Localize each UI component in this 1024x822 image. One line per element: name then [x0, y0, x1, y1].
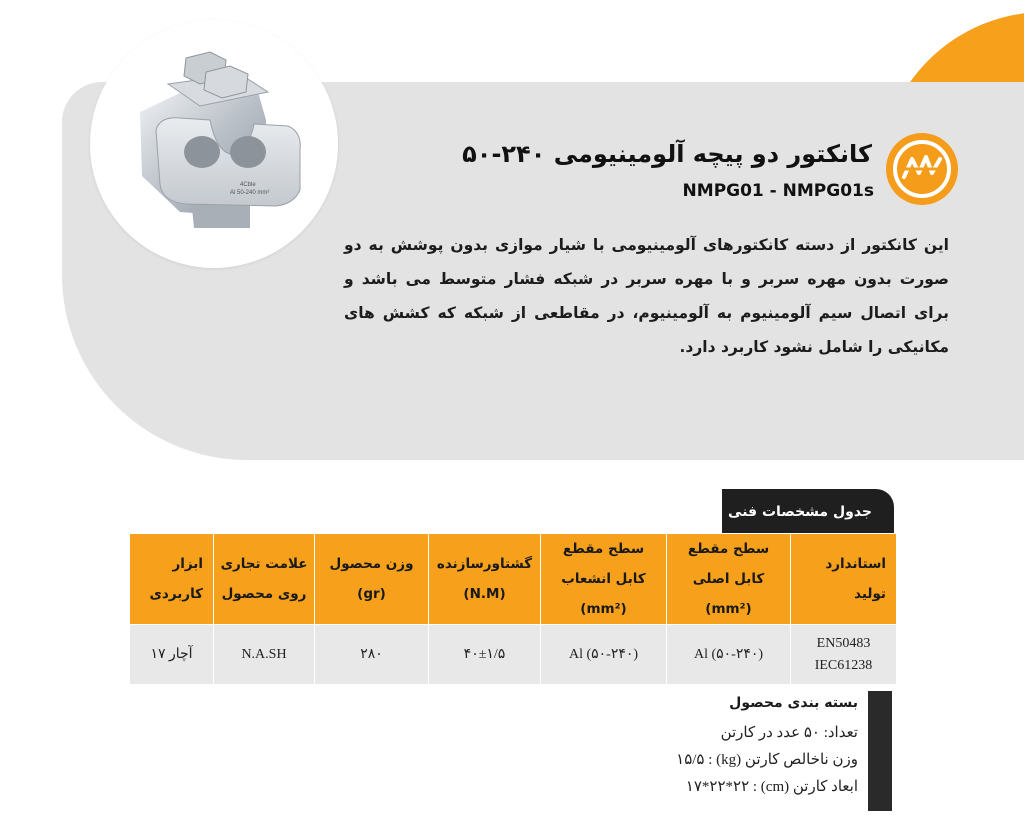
header-standard: استاندارد تولید — [791, 534, 897, 625]
packaging-dimensions: ابعاد کارتن (cm) : ۱۷*۲۲*۲۲ — [685, 779, 858, 795]
cell-standard — [791, 625, 897, 685]
spec-table-tab: جدول مشخصات فنی — [722, 489, 894, 533]
product-title: کانکتور دو پیچه آلومینیومی ۲۴۰-۵۰ — [462, 140, 872, 168]
cell-weight: ۲۸۰ — [315, 625, 429, 685]
photo-range-marking: Al 50-240 mm² — [230, 190, 270, 196]
packaging-title: بسته بندی محصول — [729, 695, 858, 711]
header-branch-cable: سطح مقطع کابل انشعاب (mm²) — [541, 534, 667, 625]
product-models: NMPG01 - NMPG01s — [682, 181, 874, 201]
cell-tool: آچار ۱۷ — [130, 625, 214, 685]
packaging-count: تعداد: ۵۰ عدد در کارتن — [720, 725, 858, 741]
packaging-weight: وزن ناخالص کارتن (kg) : ۱۵/۵ — [676, 752, 858, 768]
cell-torque: ۴۰±۱/۵ — [429, 625, 541, 685]
product-photo — [90, 20, 338, 268]
header-trademark: علامت تجاری روی محصول — [214, 534, 315, 625]
packaging-accent-bar — [868, 691, 892, 811]
packaging-section — [676, 690, 858, 801]
standard-line-1: EN50483 — [816, 635, 871, 651]
header-main-cable: سطح مقطع کابل اصلی (mm²) — [667, 534, 791, 625]
spec-table-header-row — [130, 534, 897, 625]
brand-logo-icon — [886, 133, 958, 205]
standard-line-2: IEC61238 — [814, 657, 873, 673]
product-description: این کانکتور از دسته کانکتورهای آلومینیومی با شیار موازی بدون پوشش به دو صورت بدون مهره سربر و با مهره سربر در شبکه فشار متوسط می باشد و برای اتصال سیم آلومینیوم به آلومینیوم، در مقاطعی از شبکه که کشش های مکانیکی را شامل نشود کاربرد دارد. — [344, 236, 949, 356]
photo-brand-marking: 4Cble — [240, 182, 256, 188]
cell-trademark: N.A.SH — [214, 625, 315, 685]
cell-main-cable: Al (۵۰-۲۴۰) — [667, 625, 791, 685]
brand-logo — [886, 133, 958, 205]
header-torque: گشتاورسازنده (N.M) — [429, 534, 541, 625]
cell-branch-cable: Al (۵۰-۲۴۰) — [541, 625, 667, 685]
header-weight: وزن محصول (gr) — [315, 534, 429, 625]
table-row — [130, 625, 897, 685]
header-tool: ابزار کاربردی — [130, 534, 214, 625]
spec-table — [129, 533, 897, 685]
